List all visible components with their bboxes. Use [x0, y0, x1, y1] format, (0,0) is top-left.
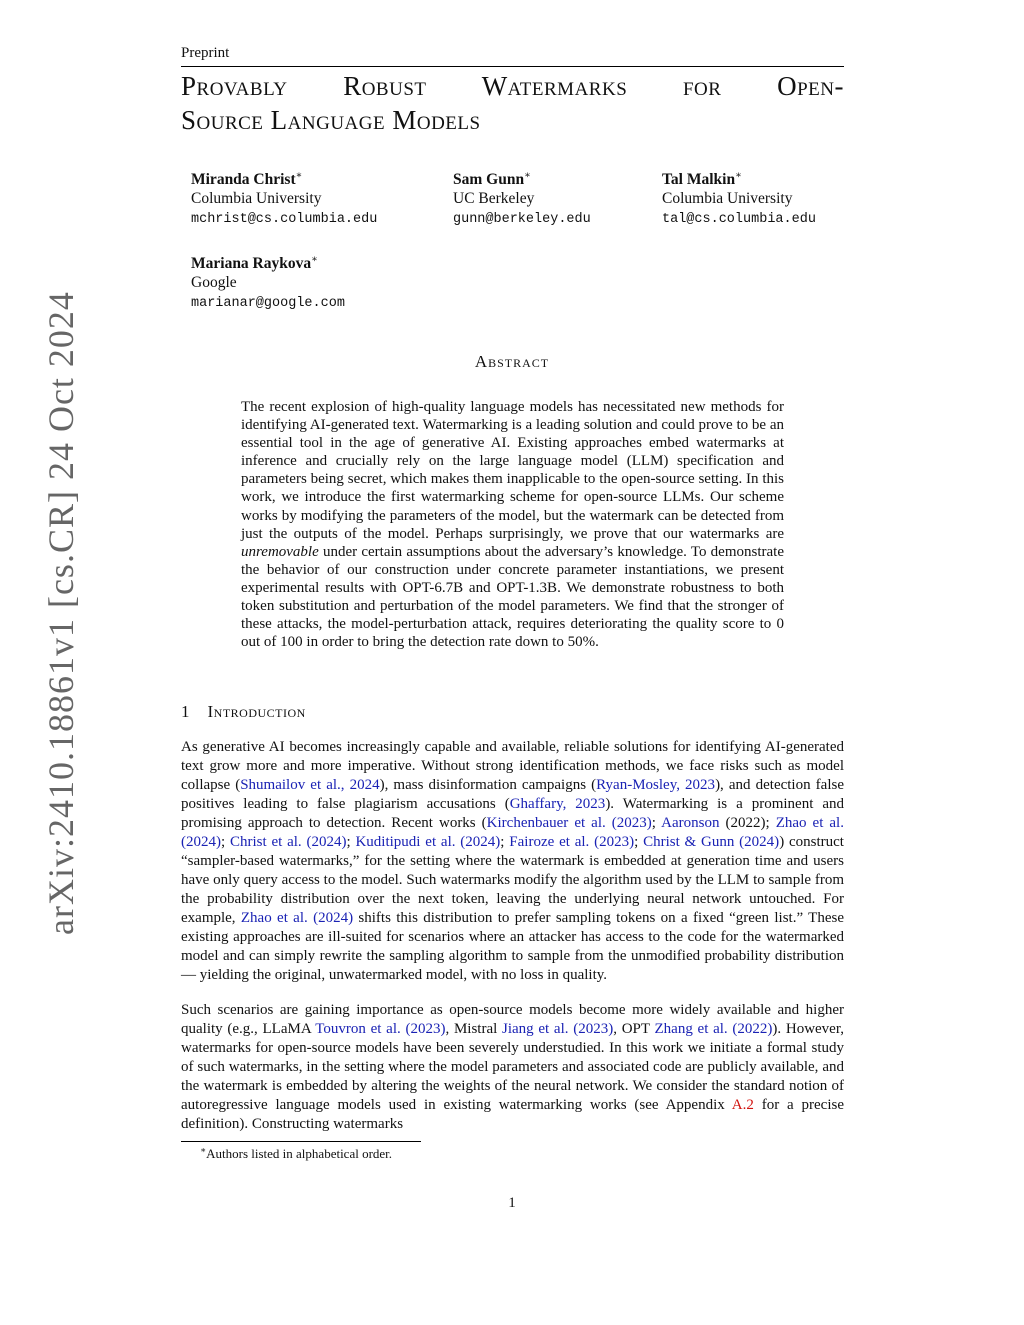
citation-link[interactable]: Fairoze et al. (2023) — [509, 834, 635, 850]
paragraph-text: As generative AI becomes increasingly capable and available, reliable solutions for identifying AI-generated text grow more and more imperative. Without strong identification methods, we face risks such as model collapse ( — [181, 739, 844, 793]
author-footnote-mark: ∗ — [524, 170, 531, 181]
footnote — [200, 1145, 392, 1162]
paragraph-text: ; — [346, 834, 356, 850]
paragraph-text: ; — [651, 815, 662, 831]
citation-link[interactable]: Ghaffary, 2023 — [509, 796, 606, 812]
author-affiliation: Google — [191, 274, 237, 291]
paragraph-text: ), and detection false positives leading to false plagiarism accusations ( — [181, 777, 844, 812]
paragraph-text: ) construct “sampler-based watermarks,” for the setting where the watermark is embedded at generation time and users have only query access to the model. Such watermarks modify the algorithm used by the LLM to sample from the probability distribution over the next token, leaving the underlying neural network untouched. For example, — [181, 834, 844, 926]
author-name: Miranda Christ — [191, 171, 296, 188]
paragraph-text: ; — [221, 834, 230, 850]
intro-paragraph — [181, 1001, 844, 1134]
footnote-rule — [181, 1141, 421, 1142]
footnote-text: Authors listed in alphabetical order. — [206, 1146, 393, 1161]
section-heading-introduction — [181, 702, 306, 722]
paragraph-text: , OPT — [613, 1021, 655, 1037]
abstract-text: under certain assumptions about the adversary’s knowledge. To demonstrate the behavior of our construction under concrete parameter instantiations, we present experimental results with OPT-6.7B and OPT-1.3B. We demonstrate robustness to both token substitution and perturbation of the model parameters. We find that the stronger of these attacks, the model-perturbation attack, requires deteriorating the quality score to 0 out of 100 in order to bring the detection rate down to 50%. — [241, 543, 784, 651]
paragraph-text: ; — [500, 834, 510, 850]
author-block — [191, 166, 377, 229]
abstract-heading: Abstract — [474, 352, 550, 371]
paragraph-text: ), mass disinformation campaigns ( — [379, 777, 597, 793]
paragraph-text: ; — [634, 834, 644, 850]
citation-link[interactable]: Jiang et al. (2023) — [502, 1021, 614, 1037]
citation-link[interactable]: Kirchenbauer et al. (2023) — [486, 815, 652, 831]
citation-link[interactable]: Touvron et al. (2023) — [315, 1021, 446, 1037]
citation-link[interactable]: Shumailov et al., 2024 — [240, 777, 380, 793]
footnote-mark: ∗ — [200, 1145, 207, 1155]
paragraph-text: , Mistral — [445, 1021, 502, 1037]
author-affiliation: Columbia University — [662, 190, 793, 207]
intro-paragraph — [181, 738, 844, 985]
author-email[interactable]: tal@cs.columbia.edu — [662, 212, 816, 227]
author-footnote-mark: ∗ — [311, 254, 318, 265]
paragraph-text: for a precise definition). Constructing watermarks — [181, 1097, 844, 1132]
author-footnote-mark: ∗ — [295, 170, 303, 181]
paragraph-text: (2022); — [719, 815, 776, 831]
paragraph-text: shifts this distribution to prefer sampling tokens on a fixed “green list.” These existing approaches are ill-suited for scenarios where an attacker has access to the code for the watermarked model and can simply rewrite the sampling algorithm to sample from the unmodified probability distribution — yielding the original, unwatermarked model, with no loss in quality. — [181, 910, 844, 983]
citation-link[interactable]: Christ et al. (2024) — [229, 834, 347, 850]
citation-link[interactable]: Zhao et al. (2024) — [240, 910, 354, 926]
author-name: Mariana Raykova — [191, 255, 312, 272]
author-block — [191, 250, 345, 313]
citation-link[interactable]: Aaronson — [661, 815, 720, 831]
citation-link[interactable]: Kuditipudi et al. (2024) — [355, 834, 501, 850]
author-affiliation: UC Berkeley — [453, 190, 535, 207]
paragraph-text: Such scenarios are gaining importance as open-source models become more widely available and higher quality (e.g., LLaMA — [181, 1002, 844, 1037]
author-email[interactable]: mchrist@cs.columbia.edu — [191, 212, 378, 227]
citation-link[interactable]: Zhao et al. (2024) — [181, 815, 844, 850]
paragraph-text: ). Watermarking is a prominent and promising approach to detection. Recent works ( — [181, 796, 845, 831]
paper-title-line-2: Source Language Models — [181, 105, 481, 135]
arxiv-identifier: arXiv:2410.18861v1 [cs.CR] 24 Oct 2024 — [41, 291, 81, 935]
abstract-emphasis: unremovable — [241, 543, 319, 560]
appendix-reference-link[interactable]: A.2 — [731, 1097, 754, 1113]
author-block — [453, 166, 591, 229]
citation-link[interactable]: Ryan-Mosley, 2023 — [596, 777, 716, 793]
header-rule — [181, 66, 844, 67]
author-name: Tal Malkin — [662, 171, 736, 188]
page-number: 1 — [508, 1195, 516, 1211]
author-name: Sam Gunn — [453, 171, 525, 188]
citation-link[interactable]: Christ & Gunn (2024) — [643, 834, 780, 850]
section-number: 1 — [181, 702, 190, 721]
author-footnote-mark: ∗ — [735, 170, 742, 181]
paragraph-text: ). However, watermarks for open-source models have been severely understudied. In this work we initiate a formal study of such watermarks, in the setting where the model parameters and associated code are publicly available, and the watermark is embedded by altering the weights of the neural network. We consider the standard notion of autoregressive language models used in existing watermarking works (see Appendix — [181, 1021, 844, 1113]
abstract-body — [241, 398, 784, 651]
abstract-text: The recent explosion of high-quality language models has necessitated new methods for identifying AI-generated text. Watermarking is a leading solution and could prove to be an essential tool in the age of generative AI. Existing approaches embed watermarks at inference and crucially rely on the large language model (LLM) specification and parameters being secret, which makes them inapplicable to the open-source setting. In this work, we introduce the first watermarking scheme for open-source LLMs. Our scheme works by modifying the parameters of the model, but the watermark can be detected from just the outputs of the model. Perhaps surprisingly, we prove that our watermarks are — [241, 399, 784, 542]
citation-link[interactable]: Zhang et al. (2022) — [654, 1021, 773, 1037]
section-title: Introduction — [207, 702, 306, 721]
author-email[interactable]: marianar@google.com — [191, 296, 345, 311]
paper-title-line-1: Provably Robust Watermarks for Open- — [181, 71, 844, 101]
author-affiliation: Columbia University — [191, 190, 322, 207]
running-header: Preprint — [181, 45, 230, 61]
author-block — [662, 166, 816, 229]
author-email[interactable]: gunn@berkeley.edu — [453, 212, 591, 227]
